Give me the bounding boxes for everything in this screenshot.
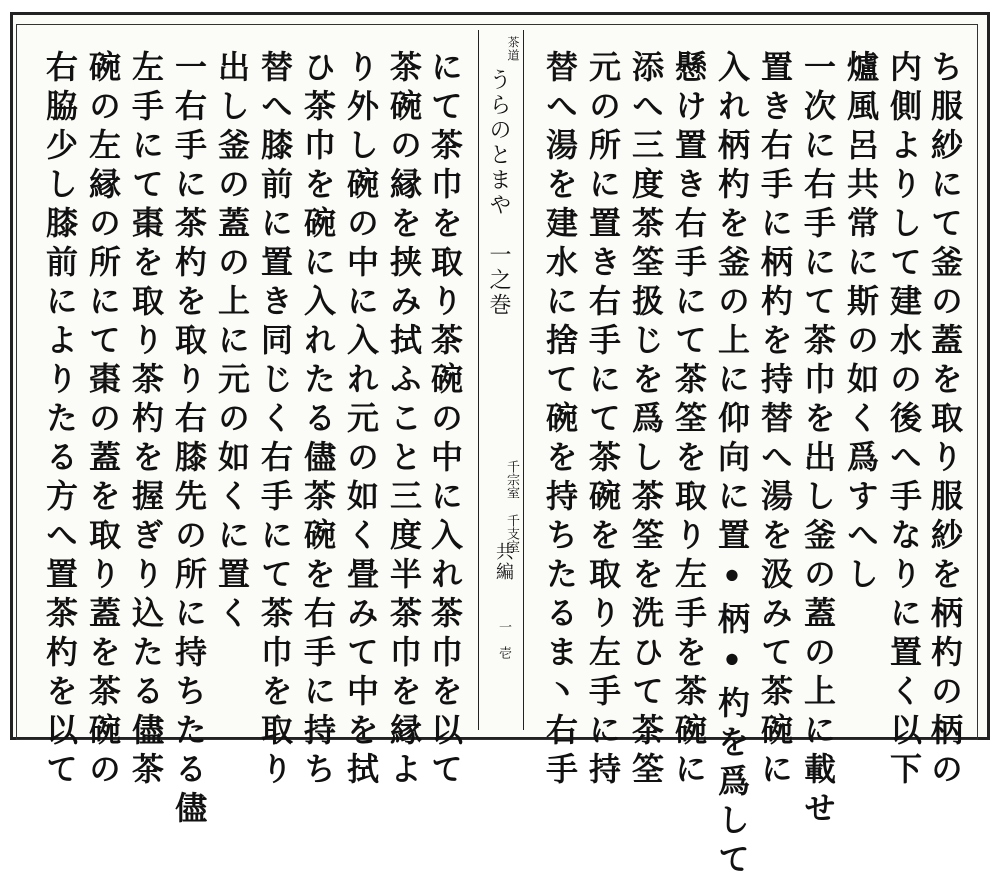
spine-tag: 茶道 [506, 36, 520, 62]
text-column: 替へ湯を建水に捨て碗を持ちたるま丶右手 [541, 50, 579, 791]
text-column: 置き右手に柄杓を持替へ湯を汲みて茶碗に [756, 50, 794, 791]
text-column: 碗の左縁の所にて棗の蓋を取り蓋を茶碗の [84, 50, 122, 791]
spine-rule [523, 30, 524, 730]
text-column: 一右手に茶杓を取り右膝先の所に持ちたる儘 [170, 50, 208, 830]
editor-label: 共編 [493, 542, 514, 582]
text-column: 入れ柄杓を釜の上に仰向に置•柄•杓を爲して [713, 50, 751, 881]
page-number: 一 壱 [496, 620, 511, 659]
author-names: 千宗室 千支室 [504, 460, 519, 553]
text-column: 替へ膝前に置き同じく右手にて茶巾を取り [256, 50, 294, 791]
text-column: 懸け置き右手にて茶筌を取り左手を茶碗に [670, 50, 708, 791]
text-column: 出し釜の蓋の上に元の如くに置く [213, 50, 251, 635]
text-column: 添へ三度茶筌扱じを爲し茶筌を洗ひて茶筌 [627, 50, 665, 791]
spine-rule [478, 30, 479, 730]
text-column: 右脇少し膝前によりたる方へ置茶杓を以て [41, 50, 79, 791]
text-column: ち服紗にて釜の蓋を取り服紗を柄杓の柄の [926, 50, 964, 791]
text-column: 爐風呂共常に斯の如く爲すへし [842, 50, 880, 596]
text-column: 茶碗の縁を挟み拭ふこと三度半茶巾を縁よ [385, 50, 423, 791]
text-column: ひ茶巾を碗に入れたる儘茶碗を右手に持ち [299, 50, 337, 791]
running-title: うらのとまや 一之巻 [486, 68, 511, 318]
text-column: 一次に右手にて茶巾を出し釜の蓋の上に載せ [799, 50, 837, 830]
text-column: 左手にて棗を取り茶杓を握ぎり込たる儘茶 [127, 50, 165, 791]
text-column: にて茶巾を取り茶碗の中に入れ茶巾を以て [426, 50, 464, 791]
spine-gutter [478, 30, 524, 730]
text-column: り外し碗の中に入れ元の如く畳みて中を拭 [342, 50, 380, 791]
left-page [40, 50, 465, 830]
right-page [540, 50, 965, 881]
text-column: 内側よりして建水の後へ手なりに置く以下 [885, 50, 923, 791]
text-column: 元の所に置き右手にて茶碗を取り左手に持 [584, 50, 622, 791]
